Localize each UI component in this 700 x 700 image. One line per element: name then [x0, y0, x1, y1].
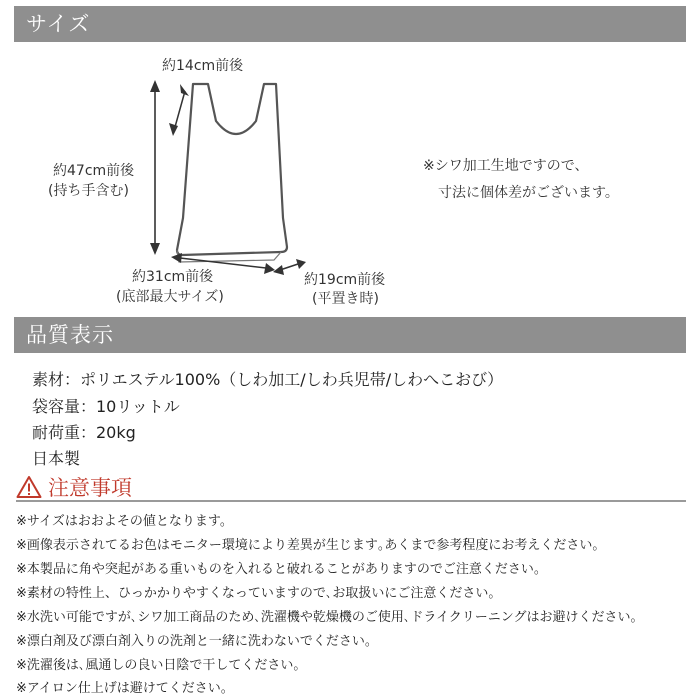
caution-note: ※水洗い可能ですが､シワ加工商品のため､洗濯機や乾燥機のご使用､ドライクリーニングはお避けください。	[16, 610, 644, 625]
caution-note: ※画像表示されてるお色はモニター環境により差異が生じます｡あくまで参考程度にお考えください。	[16, 538, 606, 553]
bottom-width-sub-label: (底部最大サイズ)	[116, 289, 224, 305]
depth-sub-label: (平置き時)	[312, 291, 379, 307]
caution-note: ※漂白剤及び漂白剤入りの洗剤と一緒に洗わないでください。	[16, 634, 378, 649]
bottom-width-label: 約31cm前後	[132, 269, 214, 285]
size-note-line1: ※シワ加工生地ですので、	[423, 158, 589, 174]
caution-title: 注意事項	[48, 476, 132, 500]
quality-section-header	[14, 317, 686, 353]
depth-arrow	[273, 259, 306, 275]
caution-note: ※アイロン仕上げは避けてください。	[16, 681, 234, 696]
caution-note: ※素材の特性上、ひっかかりやすくなっていますので､お取扱いにご注意ください。	[16, 586, 502, 601]
caution-note: ※洗濯後は､風通しの良い日陰で干してください。	[16, 658, 307, 673]
material-line: 素材：ポリエステル100%（しわ加工/しわ兵児帯/しわへこおび）	[32, 370, 504, 389]
caution-note: ※サイズはおおよその値となります。	[16, 514, 233, 529]
size-section-title: サイズ	[26, 12, 91, 36]
height-sub-label: (持ち手含む)	[48, 183, 129, 199]
warning-triangle-icon	[16, 475, 42, 499]
bag-outline	[177, 84, 287, 255]
quality-section-title: 品質表示	[26, 323, 114, 347]
caution-header	[16, 474, 132, 500]
handle-width-arrow	[169, 84, 189, 136]
height-label: 約47cm前後	[53, 163, 135, 179]
caution-divider	[16, 500, 686, 502]
origin-line: 日本製	[32, 449, 81, 468]
top-width-label: 約14cm前後	[162, 58, 244, 74]
size-note-line2: 寸法に個体差がございます。	[438, 185, 619, 201]
capacity-line: 袋容量：10リットル	[32, 397, 180, 416]
load-line: 耐荷重：20kg	[32, 423, 136, 442]
depth-label: 約19cm前後	[304, 272, 386, 288]
caution-note: ※本製品に角や突起がある重いものを入れると破れることがありますのでご注意ください。	[16, 562, 547, 577]
height-arrow	[150, 80, 160, 255]
